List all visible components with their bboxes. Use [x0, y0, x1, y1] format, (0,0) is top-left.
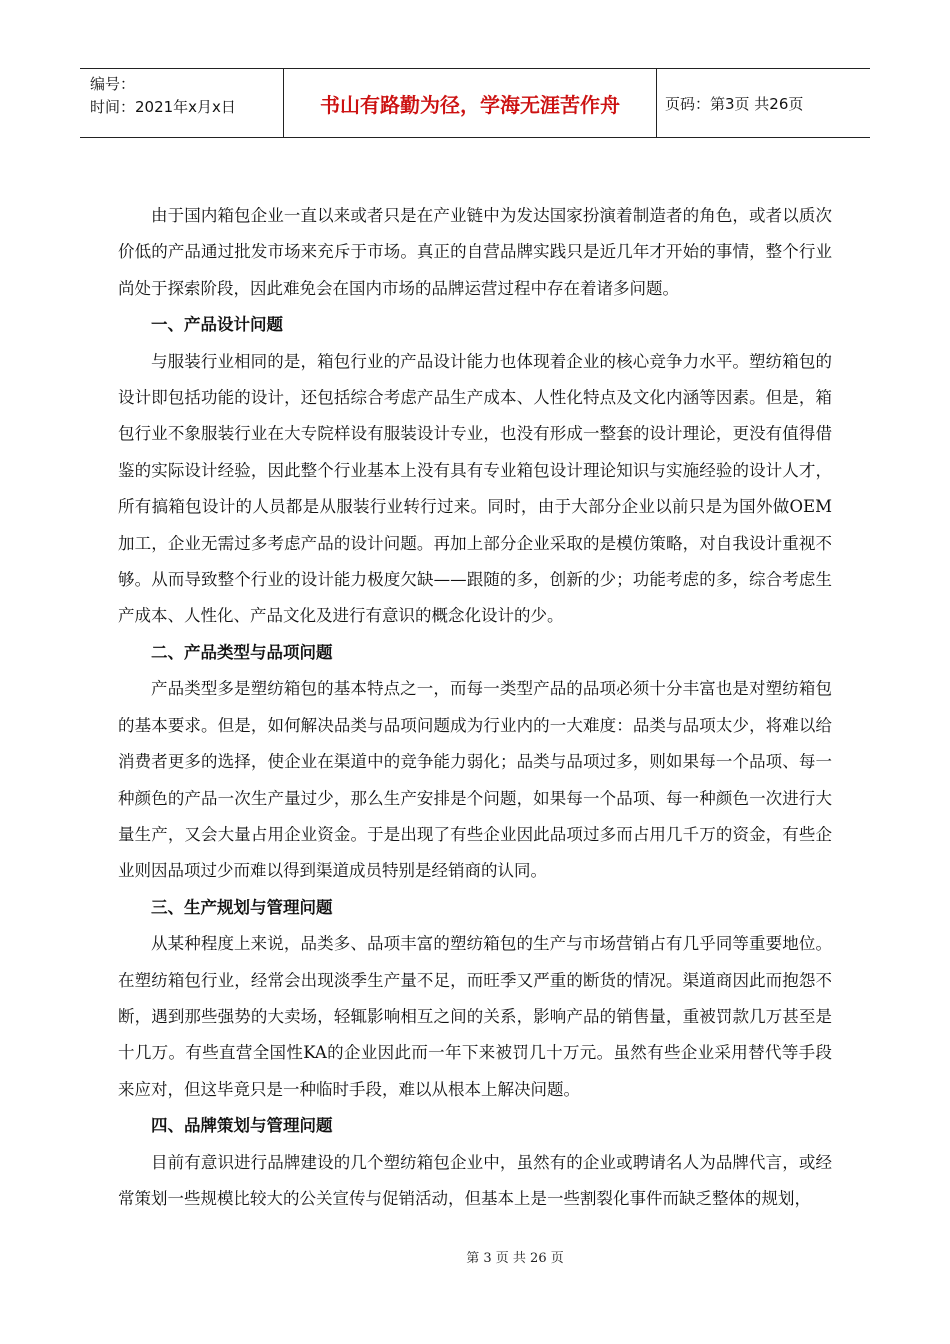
header-meta [80, 69, 283, 137]
page-header [80, 68, 870, 138]
section-heading: 四、品牌策划与管理问题 [151, 1116, 333, 1136]
header-motto: 书山有路勤为径，学海无涯苦作舟 [283, 69, 657, 137]
section-heading: 二、产品类型与品项问题 [151, 642, 333, 662]
section-paragraph: 从某种程度上来说，品类多、品项丰富的塑纺箱包的生产与市场营销占有几乎同等重要地位。在塑纺箱包行业，经常会出现淡季生产量不足，而旺季又严重的断货的情况。渠道商因此而抱怨不断，遇到那些强势的大卖场，轻辄影响相互之间的关系，影响产品的销售量，重被罚款几万甚至是十几万。有些直营全国性KA的企业因此而一年下来被罚几十万元。虽然有些企业采用替代等手段来应对，但这毕竟只是一种临时手段，难以从根本上解决问题。 [118, 934, 832, 1099]
document-number-label: 编号： [90, 75, 136, 93]
document-time-label: 时间：2021年x月x日 [90, 98, 236, 116]
section-heading: 三、生产规划与管理问题 [151, 897, 333, 917]
section-heading: 一、产品设计问题 [151, 315, 283, 335]
intro-paragraph: 由于国内箱包企业一直以来或者只是在产业链中为发达国家扮演着制造者的角色，或者以质次价低的产品通过批发市场来充斥于市场。真正的自营品牌实践只是近几年才开始的事情，整个行业尚处于探索阶段，因此难免会在国内市场的品牌运营过程中存在着诸多问题。 [118, 206, 832, 298]
header-page-info: 页码：第3页 共26页 [665, 94, 804, 113]
footer-page-number: 第 3 页 共 26 页 [466, 1251, 564, 1266]
section-paragraph: 目前有意识进行品牌建设的几个塑纺箱包企业中，虽然有的企业或聘请名人为品牌代言，或经常策划一些规模比较大的公关宣传与促销活动，但基本上是一些割裂化事件而缺乏整体的规划， [118, 1152, 832, 1208]
page-footer [0, 1247, 950, 1266]
section-paragraph: 与服装行业相同的是，箱包行业的产品设计能力也体现着企业的核心竞争力水平。塑纺箱包的设计即包括功能的设计，还包括综合考虑产品生产成本、人性化特点及文化内涵等因素。但是，箱包行业不象服装行业在大专院样设有服装设计专业，也没有形成一整套的设计理论，更没有值得借鉴的实际设计经验，因此整个行业基本上没有具有专业箱包设计理论知识与实施经验的设计人才，所有搞箱包设计的人员都是从服装行业转行过来。同时，由于大部分企业以前只是为国外做OEM加工，企业无需过多考虑产品的设计问题。再加上部分企业采取的是模仿策略，对自我设计重视不够。从而导致整个行业的设计能力极度欠缺——跟随的多，创新的少；功能考虑的多，综合考虑生产成本、人性化、产品文化及进行有意识的概念化设计的少。 [118, 351, 832, 626]
document-body [118, 198, 832, 1217]
section-paragraph: 产品类型多是塑纺箱包的基本特点之一，而每一类型产品的品项必须十分丰富也是对塑纺箱包的基本要求。但是，如何解决品类与品项问题成为行业内的一大难度：品类与品项太少，将难以给消费者更多的选择，使企业在渠道中的竞争能力弱化；品类与品项过多，则如果每一个品项、每一种颜色的产品一次生产量过少，那么生产安排是个问题，如果每一个品项、每一种颜色一次进行大量生产，又会大量占用企业资金。于是出现了有些企业因此品项过多而占用几千万的资金，有些企业则因品项过少而难以得到渠道成员特别是经销商的认同。 [118, 679, 832, 881]
